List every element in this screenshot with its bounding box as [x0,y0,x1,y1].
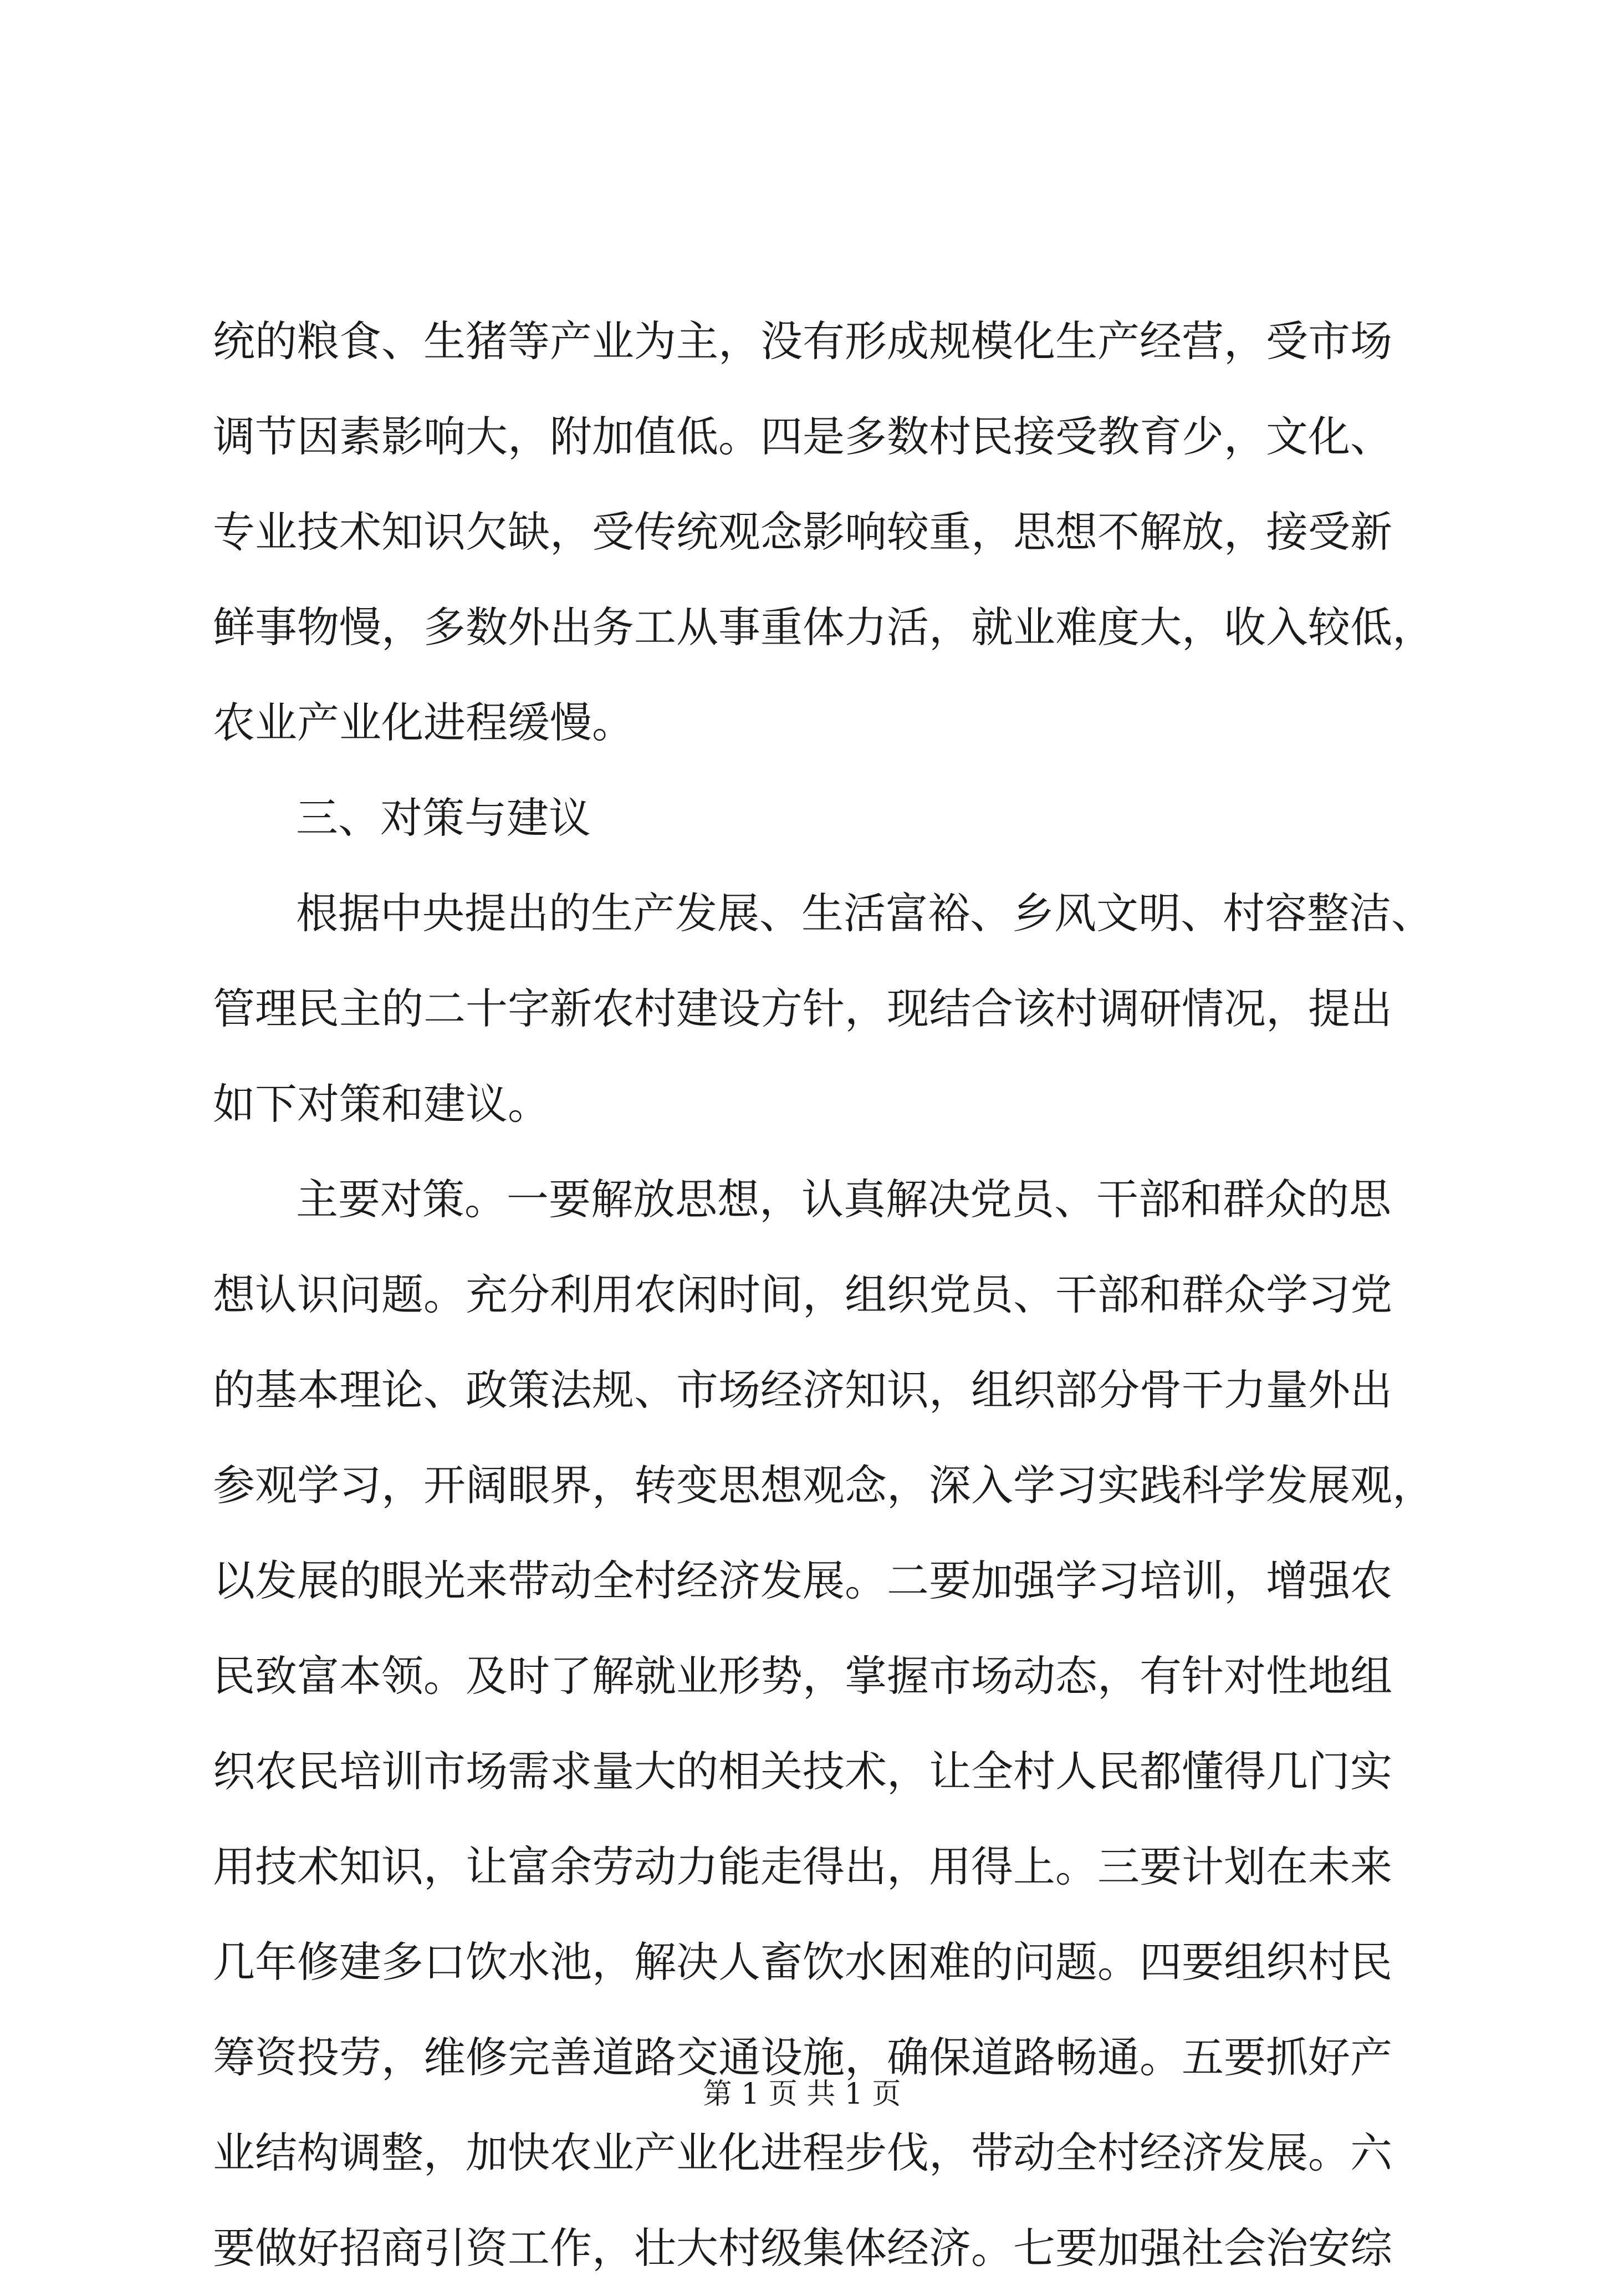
text-line: 用技术知识，让富余劳动力能走得出，用得上。三要计划在未来 [213,1842,1392,1891]
text-line: 织农民培训市场需求量大的相关技术，让全村人民都懂得几门实 [213,1747,1392,1796]
text-line: 主要对策。一要解放思想，认真解决党员、干部和群众的思 [296,1175,1391,1224]
text-line: 的基本理论、政策法规、市场经济知识，组织部分骨干力量外出 [213,1365,1392,1415]
text-line: 鲜事物慢，多数外出务工从事重体力活，就业难度大，收入较低， [213,603,1434,652]
section-heading: 三、对策与建议 [296,793,591,843]
text-line: 根据中央提出的生产发展、生活富裕、乡风文明、村容整洁、 [296,889,1433,938]
text-line: 如下对策和建议。 [213,1079,550,1129]
text-line: 参观学习，开阔眼界，转变思想观念，深入学习实践科学发展观， [213,1461,1434,1510]
text-line: 民致富本领。及时了解就业形势，掌握市场动态，有针对性地组 [213,1651,1392,1701]
text-line: 管理民主的二十字新农村建设方针，现结合该村调研情况，提出 [213,984,1392,1033]
text-line: 几年修建多口饮水池，解决人畜饮水困难的问题。四要组织村民 [213,1937,1392,1987]
text-line: 统的粮食、生猪等产业为主，没有形成规模化生产经营，受市场 [213,317,1392,366]
text-line: 想认识问题。充分利用农闲时间，组织党员、干部和群众学习党 [213,1270,1392,1319]
text-line: 业结构调整，加快农业产业化进程步伐，带动全村经济发展。六 [213,2128,1392,2177]
text-line: 要做好招商引资工作，壮大村级集体经济。七要加强社会治安综 [213,2223,1392,2273]
text-line: 专业技术知识欠缺，受传统观念影响较重，思想不解放，接受新 [213,507,1392,557]
document-body [213,294,1434,2296]
text-line: 以发展的眼光来带动全村经济发展。二要加强学习培训，增强农 [213,1556,1392,1605]
page-number: 第 1 页 共 1 页 [703,2078,901,2111]
text-line: 调节因素影响大，附加值低。四是多数村民接受教育少，文化、 [213,412,1392,461]
text-line: 筹资投劳，维修完善道路交通设施，确保道路畅通。五要抓好产 [213,2033,1392,2082]
text-line: 农业产业化进程缓慢。 [213,698,634,747]
